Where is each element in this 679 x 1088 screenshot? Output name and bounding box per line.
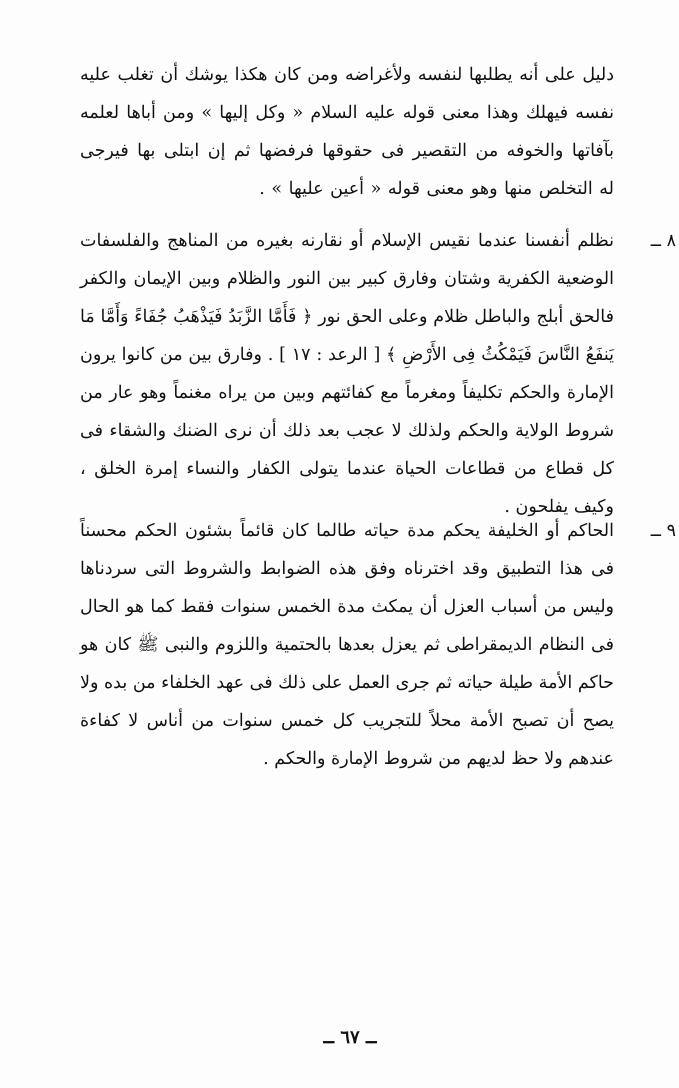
list-item-8 (80, 222, 676, 526)
intro-paragraph: دليل على أنه يطلبها لنفسه ولأغراضه ومن كان هكذا يوشك أن تغلب عليه نفسه فيهلك وهذا معنى قوله عليه السلام « وكل إليها » ومن أباها لعلمه بآفاتها والخوفه من التقصير فى حقوقها فرفضها ثم إن ابتلى بها فيرجى له التخلص منها وهو معنى قوله « أعين عليها » . (80, 65, 614, 199)
item-number: ٩ ــ (650, 521, 676, 541)
list-item-9 (80, 512, 676, 778)
item-number: ٨ ــ (650, 231, 676, 251)
item-text: الحاكم أو الخليفة يحكم مدة حياته طالما كان قائماً بشئون الحكم محسناً فى هذا التطبيق وقد اخترناه وفق هذه الضوابط والشروط التى سردناها وليس من أسباب العزل أن يمكث مدة الخمس سنوات فقط كما هو الحال فى النظام الديمقراطى ثم يعزل بعدها بالحتمية واللزوم والنبى ﷺ كان هو حاكم الأمة طيلة حياته ثم جرى العمل على ذلك فى عهد الخلفاء من بده ولا يصح أن تصبح الأمة محلاً للتجريب كل خمس سنوات من أناس لا كفاءة عندهم ولا حظ لديهم من شروط الإمارة والحكم . (80, 521, 614, 769)
page-number: ــ ٦٧ ــ (323, 1027, 377, 1048)
item-text: نظلم أنفسنا عندما نقيس الإسلام أو نقارنه بغيره من المناهج والفلسفات الوضعية الكفرية وشتان وفارق كبير بين النور والظلام وبين الإيمان والكفر فالحق أبلج والباطل ظلام وعلى الحق نور ﴿ فَأَمَّا الزَّبَدُ فَيَذْهَبُ جُفَاءً وَأَمَّا مَا يَنفَعُ النَّاسَ فَيَمْكُثُ فِى الأَرْضِ ﴾ [ الرعد : ١٧ ] . وفارق بين من كانوا يرون الإمارة والحكم تكليفاً ومغرماً مع كفائتهم وبين من يراه مغنماً وهو عار من شروط الولاية والحكم ولذلك لا عجب بعد ذلك أن نرى الضنك والشقاء فى كل قطاع من قطاعات الحياة عندما يتولى الكفار والنساء إمرة الخلق ، وكيف يفلحون . (80, 231, 614, 517)
